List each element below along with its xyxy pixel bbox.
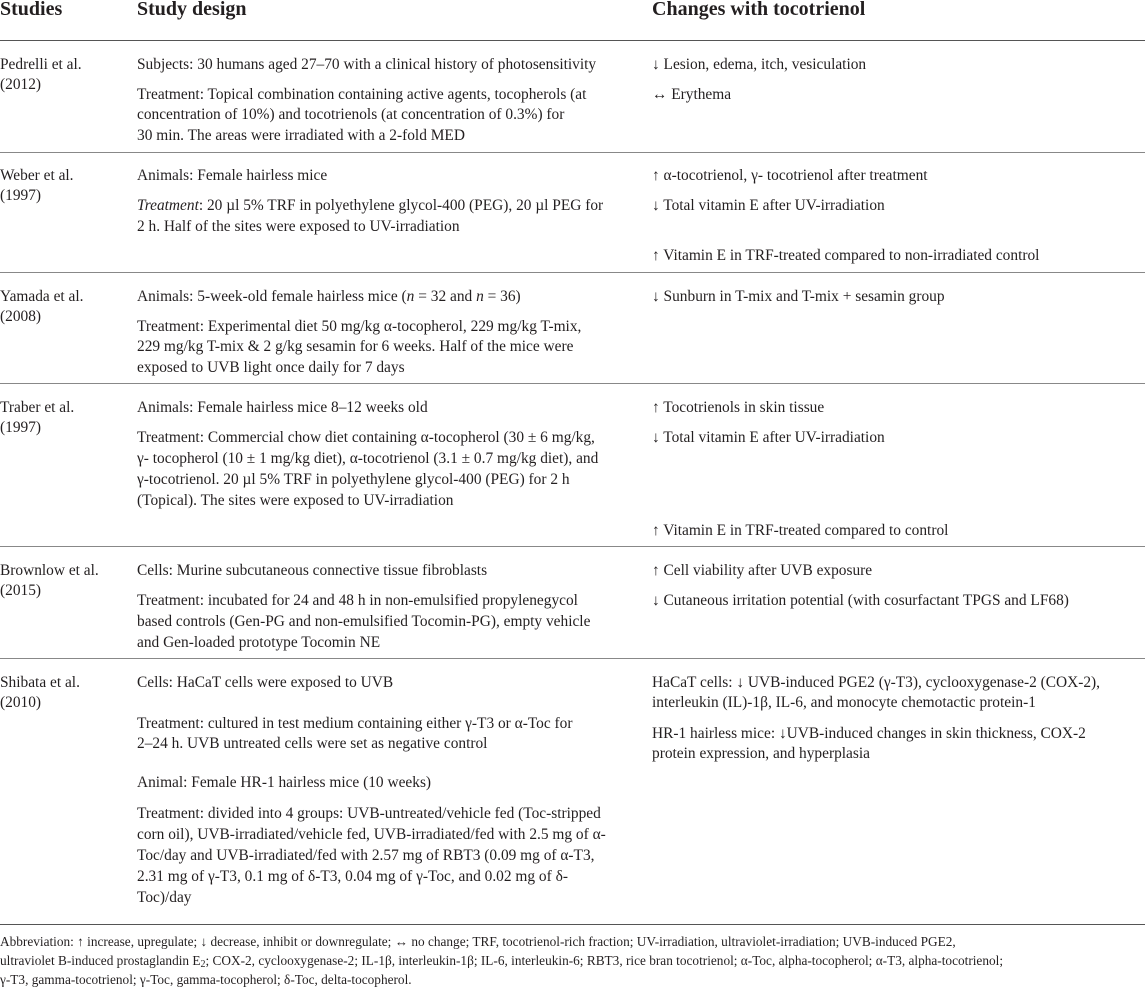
change-line: ↓ Total vitamin E after UV-irradiation bbox=[652, 429, 885, 446]
italic-term: n bbox=[476, 288, 484, 305]
row-divider bbox=[0, 152, 1145, 153]
design-line: Toc/day and UVB-irradiated/fed with 2.57 mg of RBT3 (0.09 mg of α-T3, bbox=[137, 847, 595, 864]
design-text: : 20 µl 5% TRF in polyethylene glycol-400 (PEG), 20 µl PEG for bbox=[198, 197, 604, 214]
change-line: protein expression, and hyperplasia bbox=[652, 745, 870, 762]
design-line: γ- tocopherol (10 ± 1 mg/kg diet), α-tocotrienol (3.1 ± 0.7 mg/kg diet), and bbox=[137, 450, 599, 467]
footnote-line: Abbreviation: ↑ increase, upregulate; ↓ decrease, inhibit or downregulate; ↔ no change; TRF, tocotrienol-rich fraction; UV-irradiation, ultraviolet-irradiation; UVB-induced PGE2, bbox=[0, 934, 956, 949]
header-studies: Studies bbox=[0, 0, 63, 20]
study-name: Weber et al. bbox=[0, 167, 74, 184]
design-line: exposed to UVB light once daily for 7 days bbox=[137, 359, 405, 376]
design-line: Animal: Female HR-1 hairless mice (10 weeks) bbox=[137, 774, 432, 791]
design-line: and Gen-loaded prototype Tocomin NE bbox=[137, 634, 381, 651]
design-line: Animals: Female hairless mice 8–12 weeks old bbox=[137, 399, 428, 416]
row-divider bbox=[0, 546, 1145, 547]
design-line: Treatment: Experimental diet 50 mg/kg α-tocopherol, 229 mg/kg T-mix, bbox=[137, 318, 582, 335]
change-line: ↑ α-tocotrienol, γ- tocotrienol after treatment bbox=[652, 167, 928, 184]
study-year: (2015) bbox=[0, 582, 42, 599]
study-name: Yamada et al. bbox=[0, 288, 84, 305]
change-line: HR-1 hairless mice: ↓UVB-induced changes in skin thickness, COX-2 bbox=[652, 725, 1086, 742]
design-line: Treatment: Topical combination containing active agents, tocopherols (at bbox=[137, 86, 587, 103]
design-line: Cells: Murine subcutaneous connective tissue fibroblasts bbox=[137, 562, 488, 579]
change-line: ↓ Sunburn in T-mix and T-mix + sesamin group bbox=[652, 288, 945, 305]
design-line: γ-tocotrienol. 20 µl 5% TRF in polyethylene glycol-400 (PEG) for 2 h bbox=[137, 471, 570, 488]
design-line: Cells: HaCaT cells were exposed to UVB bbox=[137, 674, 394, 691]
row-divider bbox=[0, 383, 1145, 384]
change-line: HaCaT cells: ↓ UVB-induced PGE2 (γ-T3), cyclooxygenase-2 (COX-2), bbox=[652, 674, 1101, 691]
study-year: (2012) bbox=[0, 76, 42, 93]
design-text: = 32 and bbox=[414, 288, 477, 305]
design-line: Treatment: cultured in test medium containing either γ-T3 or α-Toc for bbox=[137, 715, 573, 732]
change-line: interleukin (IL)-1β, IL-6, and monocyte chemotactic protein-1 bbox=[652, 694, 1036, 711]
design-line: Treatment: Commercial chow diet containing α-tocopherol (30 ± 6 mg/kg, bbox=[137, 429, 595, 446]
design-text: Animals: 5-week-old female hairless mice ( bbox=[137, 288, 407, 305]
study-year: (1997) bbox=[0, 419, 42, 436]
change-line: ↔ Erythema bbox=[652, 86, 732, 103]
study-name: Traber et al. bbox=[0, 399, 75, 416]
study-year: (2008) bbox=[0, 308, 42, 325]
change-line: ↑ Cell viability after UVB exposure bbox=[652, 562, 873, 579]
design-line: 229 mg/kg T-mix & 2 g/kg sesamin for 6 weeks. Half of the mice were bbox=[137, 338, 574, 355]
change-line: ↑ Vitamin E in TRF-treated compared to control bbox=[652, 522, 949, 539]
header-changes: Changes with tocotrienol bbox=[652, 0, 866, 20]
header-study-design: Study design bbox=[137, 0, 247, 20]
design-line: 2 h. Half of the sites were exposed to UV-irradiation bbox=[137, 218, 460, 235]
design-line: Treatment: divided into 4 groups: UVB-untreated/vehicle fed (Toc-stripped bbox=[137, 805, 601, 822]
design-line: 2.31 mg of γ-T3, 0.1 mg of δ-T3, 0.04 mg of γ-Toc, and 0.02 mg of δ- bbox=[137, 868, 568, 885]
design-line: Toc)/day bbox=[137, 889, 192, 906]
study-name: Shibata et al. bbox=[0, 674, 80, 691]
footnote-text: ultraviolet B-induced prostaglandin E bbox=[0, 953, 201, 968]
design-line: 30 min. The areas were irradiated with a 2-fold MED bbox=[137, 127, 465, 144]
change-line: ↑ Tocotrienols in skin tissue bbox=[652, 399, 825, 416]
change-line: ↓ Cutaneous irritation potential (with cosurfactant TPGS and LF68) bbox=[652, 592, 1069, 609]
study-year: (1997) bbox=[0, 187, 42, 204]
footnote-subscript: 2 bbox=[200, 959, 206, 970]
design-line: corn oil), UVB-irradiated/vehicle fed, UVB-irradiated/fed with 2.5 mg of α- bbox=[137, 826, 606, 843]
change-line: ↓ Lesion, edema, itch, vesiculation bbox=[652, 56, 867, 73]
change-line: ↑ Vitamin E in TRF-treated compared to non-irradiated control bbox=[652, 247, 1040, 264]
study-name: Brownlow et al. bbox=[0, 562, 99, 579]
study-year: (2010) bbox=[0, 694, 42, 711]
design-line bbox=[137, 196, 642, 216]
change-line: ↓ Total vitamin E after UV-irradiation bbox=[652, 197, 885, 214]
design-line bbox=[137, 287, 642, 307]
design-line: Treatment: incubated for 24 and 48 h in non-emulsified propylenegycol bbox=[137, 592, 578, 609]
italic-term: Treatment bbox=[137, 197, 199, 214]
design-line: based controls (Gen-PG and non-emulsified Tocomin-PG), empty vehicle bbox=[137, 613, 591, 630]
footnote-line: γ-T3, gamma-tocotrienol; γ-Toc, gamma-tocopherol; δ-Toc, delta-tocopherol. bbox=[0, 972, 412, 987]
row-divider bbox=[0, 658, 1145, 659]
design-line: concentration of 10%) and tocotrienols (at concentration of 0.3%) for bbox=[137, 106, 565, 123]
table-header bbox=[0, 0, 1145, 41]
design-line: Animals: Female hairless mice bbox=[137, 167, 328, 184]
study-name: Pedrelli et al. bbox=[0, 56, 82, 73]
design-line: 2–24 h. UVB untreated cells were set as negative control bbox=[137, 735, 488, 752]
italic-term: n bbox=[406, 288, 415, 305]
footnote-line bbox=[0, 951, 1140, 970]
footnote-text: ; COX-2, cyclooxygenase-2; IL-1β, interleukin-1β; IL-6, interleukin-6; RBT3, rice bran tocotrienol; α-Toc, alpha-tocopherol; α-T3, alpha-tocotrienol; bbox=[205, 953, 1004, 968]
design-line: (Topical). The sites were exposed to UV-irradiation bbox=[137, 492, 454, 509]
design-text: = 36) bbox=[483, 288, 521, 305]
table-bottom-rule bbox=[0, 924, 1145, 925]
abbreviation-footnote bbox=[0, 932, 1140, 989]
design-line: Subjects: 30 humans aged 27–70 with a clinical history of photosensitivity bbox=[137, 56, 597, 73]
row-divider bbox=[0, 272, 1145, 273]
